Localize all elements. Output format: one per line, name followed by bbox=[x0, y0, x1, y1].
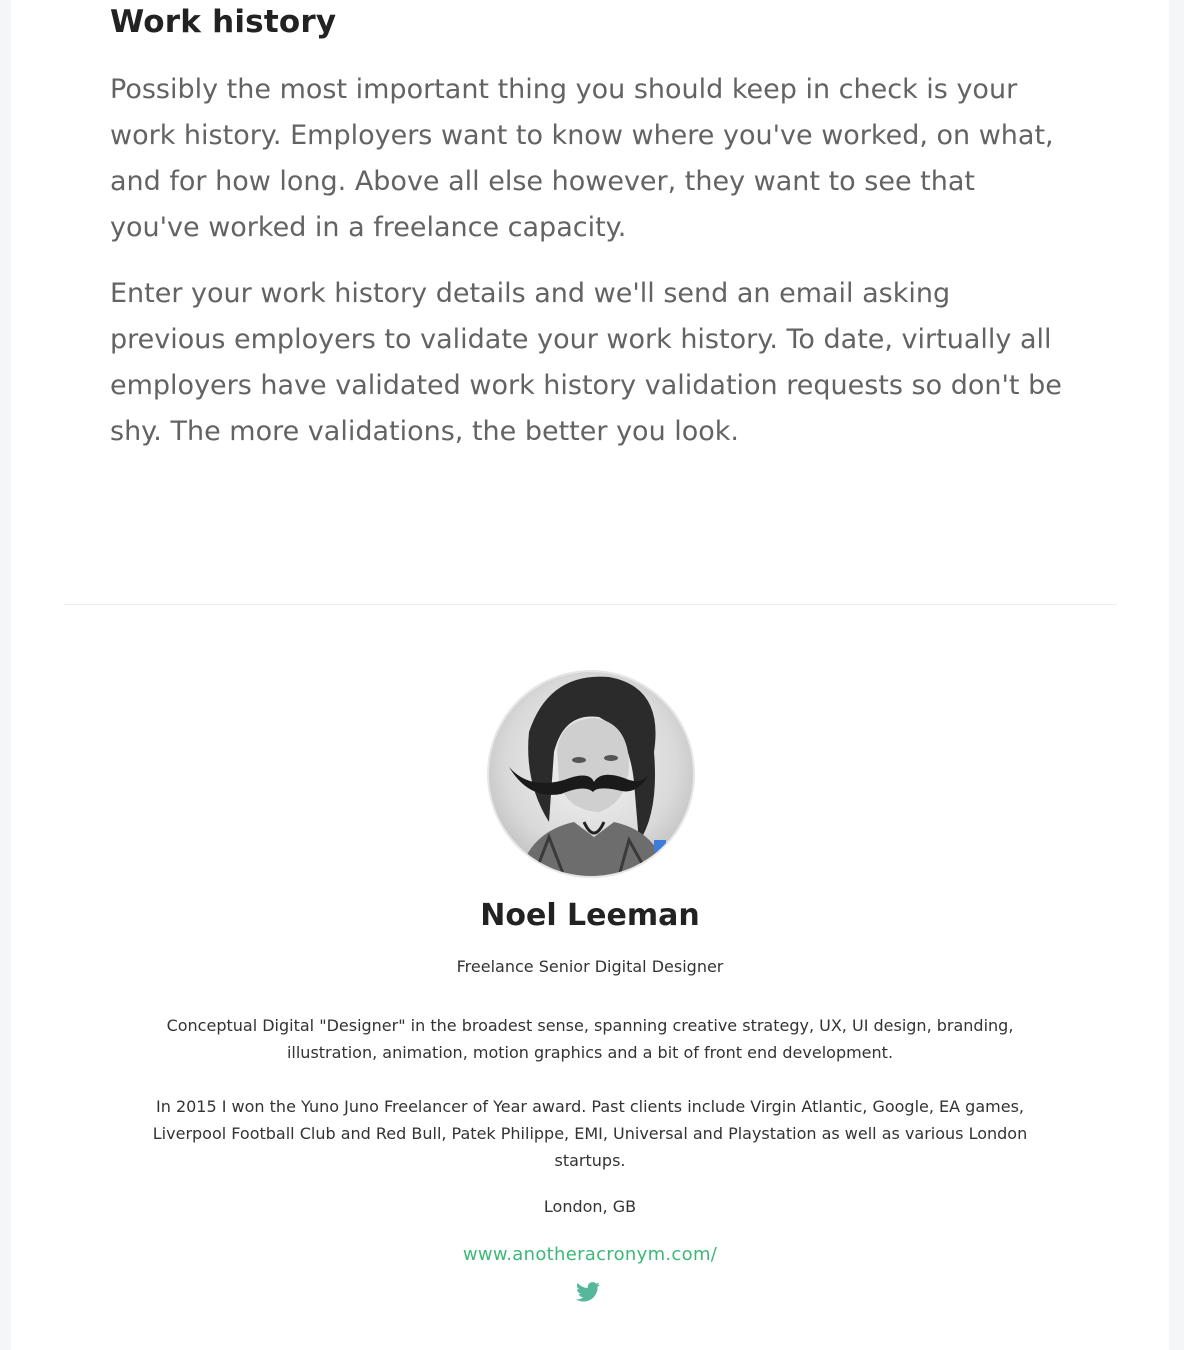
avatar bbox=[487, 670, 695, 878]
twitter-icon[interactable] bbox=[576, 1282, 602, 1304]
avatar-portrait-image bbox=[489, 672, 693, 876]
page-container bbox=[11, 0, 1169, 1350]
profile-location: London, GB bbox=[543, 1197, 637, 1216]
profile-bio-paragraph: Conceptual Digital "Designer" in the broadest sense, spanning creative strategy, UX, UI design, branding, illustration, animation, motion graphics and a bit of front end development. bbox=[166, 1016, 1014, 1062]
profile-bio-paragraph: In 2015 I won the Yuno Juno Freelancer of Year award. Past clients include Virgin Atlantic, Google, EA games, Liverpool Football Club and Red Bull, Patek Philippe, EMI, Universal and Playstation as well as various London startups. bbox=[152, 1097, 1028, 1170]
website-link[interactable]: www.anotheracronym.com/ bbox=[462, 1244, 718, 1265]
work-history-paragraph: Possibly the most important thing you should keep in check is your work history. Employers want to know where you've worked, on what, and for how long. Above all else however, they want to see that you've worked in a freelance capacity. bbox=[110, 74, 1054, 243]
profile-title: Freelance Senior Digital Designer bbox=[456, 957, 724, 976]
twitter-icon bbox=[576, 1282, 600, 1302]
work-history-heading: Work history bbox=[110, 4, 337, 40]
section-divider bbox=[64, 604, 1117, 605]
profile-name: Noel Leeman bbox=[480, 898, 700, 933]
work-history-paragraph: Enter your work history details and we'll send an email asking previous employers to validate your work history. To date, virtually all employers have validated work history validation requests so don't be shy. The more validations, the better you look. bbox=[110, 278, 1062, 447]
